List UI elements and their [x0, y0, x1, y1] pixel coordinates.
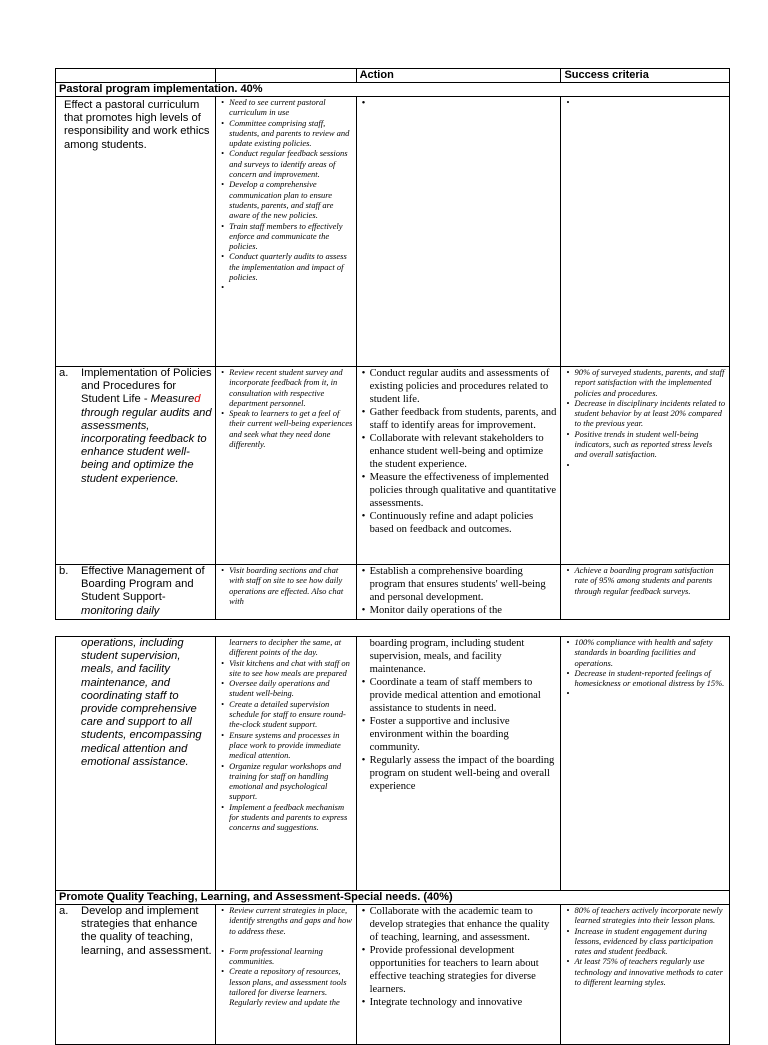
- list-item: • At least 75% of teachers regularly use technology and innovative methods to cater to different learning styles.: [574, 956, 726, 987]
- list-item: • Conduct regular audits and assessments of existing policies and procedures related to student life.: [370, 367, 558, 406]
- list-item: • Achieve a boarding program satisfaction rate of 95% among students and parents through regular feedback surveys.: [574, 565, 726, 596]
- action-cell: [356, 97, 561, 367]
- section-row: [56, 83, 730, 97]
- criteria-list: [564, 565, 726, 596]
- list-item: • Foster a supportive and inclusive environment within the boarding community.: [370, 715, 558, 754]
- list-item: • Conduct quarterly audits to assess the implementation and impact of policies.: [229, 251, 352, 282]
- list-item: • Speak to learners to get a feel of their current well-being experiences and seek what they need done differently.: [229, 408, 352, 449]
- table-row: [56, 637, 730, 891]
- action-list: [360, 676, 558, 793]
- objective-title: Implementation of Policies and Procedures for Student Life -: [81, 367, 212, 406]
- action-cell: [356, 367, 561, 565]
- list-item: • Gather feedback from students, parents, and staff to identify areas for improvement.: [370, 406, 558, 432]
- list-item: • Develop a comprehensive communication plan to ensure students, parents, and staff are aware of the new policies.: [229, 179, 352, 220]
- notes-cell: [216, 367, 356, 565]
- list-item: • Committee comprising staff, students, and parents to review and update existing policies.: [229, 118, 352, 149]
- list-item: • Collaborate with the academic team to develop strategies that enhance the quality of teaching, learning, and assessment.: [370, 905, 558, 944]
- criteria-cell: [561, 637, 730, 891]
- list-item: • Conduct regular feedback sessions and surveys to identify areas of concern and improvement.: [229, 148, 352, 179]
- header-cell-action: Action: [356, 69, 561, 83]
- list-item: • Decrease in student-reported feelings of homesickness or emotional distress by 15%.: [574, 668, 726, 689]
- list-item: • 90% of surveyed students, parents, and staff report satisfaction with the implemented policies and procedures.: [574, 367, 726, 398]
- list-item: • Train staff members to effectively enforce and communicate the policies.: [229, 221, 352, 252]
- header-cell-notes: [216, 69, 356, 83]
- list-item: • 80% of teachers actively incorporate newly learned strategies into their lesson plans.: [574, 905, 726, 926]
- criteria-cell: [561, 97, 730, 367]
- list-item: • Coordinate a team of staff members to provide medical attention and emotional assistance to students in need.: [370, 676, 558, 715]
- objective-cell: [56, 97, 216, 367]
- item-letter: a.: [59, 905, 69, 917]
- notes-cell: [216, 565, 356, 620]
- list-item: • Create a repository of resources, lesson plans, and assessment tools tailored for diverse learners. Regularly review and update the: [229, 966, 352, 1007]
- list-item: • 100% compliance with health and safety standards in boarding facilities and operations.: [574, 637, 726, 668]
- table-header-row: [56, 69, 730, 83]
- list-item: • Oversee daily operations and student well-being.: [229, 678, 352, 699]
- table-row: [56, 565, 730, 620]
- table-row: [56, 97, 730, 367]
- section-title: Promote Quality Teaching, Learning, and Assessment-Special needs. (40%): [56, 891, 730, 905]
- list-item: • Establish a comprehensive boarding program that ensures students' well-being and personal development.: [370, 565, 558, 604]
- criteria-cell: [561, 565, 730, 620]
- criteria-list: [564, 637, 726, 688]
- objective-title: Develop and implement strategies that enhance the quality of teaching, learning, and assessment.: [81, 905, 212, 957]
- action-list: [360, 367, 558, 536]
- section-row: [56, 891, 730, 905]
- list-item: • Review recent student survey and incorporate feedback from it, in consultation with respective department personnel.: [229, 367, 352, 408]
- criteria-cell: [561, 367, 730, 565]
- criteria-list: [564, 367, 726, 460]
- objective-italic: monitoring daily: [81, 604, 160, 617]
- list-item: • Positive trends in student well-being indicators, such as reported stress levels and overall satisfaction.: [574, 429, 726, 460]
- notes-list: [219, 658, 352, 833]
- action-list: [360, 565, 558, 617]
- objective-italic: Measured through regular audits and assessments, incorporating feedback to enhance student well-being and optimize the student experience.: [81, 393, 212, 485]
- header-cell-objective: [56, 69, 216, 83]
- list-item: • Review current strategies in place, identify strengths and gaps and how to address these.: [229, 905, 352, 936]
- notes-list: [219, 97, 352, 282]
- notes-list: [219, 565, 352, 606]
- section-title: Pastoral program implementation. 40%: [56, 83, 730, 97]
- criteria-list: [564, 905, 726, 987]
- action-continued: boarding program, including student supervision, meals, and facility maintenance.: [369, 638, 525, 675]
- plan-table-page-1: [55, 68, 730, 620]
- objective-italic: operations, including student supervision, meals, and facility maintenance, and coordinating staff to provide comprehensive care and support to all students, encompassing medical attention and emotional assistance.: [81, 637, 202, 768]
- list-item: • Decrease in disciplinary incidents related to student behavior by at least 20% compared to the previous year.: [574, 398, 726, 429]
- list-item: • Collaborate with relevant stakeholders to enhance student well-being and optimize the student experience.: [370, 432, 558, 471]
- list-item: • Form professional learning communities.: [229, 946, 352, 967]
- list-item: • Continuously refine and adapt policies based on feedback and outcomes.: [370, 510, 558, 536]
- notes-cell: [216, 637, 356, 891]
- objective-cell: [56, 565, 216, 620]
- action-cell: [356, 565, 561, 620]
- list-item: • Organize regular workshops and training for staff on handling emotional and psychological support.: [229, 761, 352, 802]
- header-cell-success-criteria: Success criteria: [561, 69, 730, 83]
- item-letter: a.: [59, 367, 69, 379]
- list-item: • Ensure systems and processes in place work to provide immediate medical attention.: [229, 730, 352, 761]
- list-item: • Implement a feedback mechanism for students and parents to express concerns and suggestions.: [229, 802, 352, 833]
- list-item: • Visit boarding sections and chat with staff on site to see how daily operations are effected. Also chat with: [229, 565, 352, 606]
- action-cell: [356, 637, 561, 891]
- list-item: • Provide professional development opportunities for teachers to learn about effective teaching strategies for diverse learners.: [370, 944, 558, 996]
- objective-title: Effective Management of Boarding Program and Student Support-: [81, 565, 205, 604]
- list-item: • Create a detailed supervision schedule for staff to ensure round-the-clock student support.: [229, 699, 352, 730]
- list-item: • Monitor daily operations of the: [370, 604, 558, 617]
- notes-list: [219, 367, 352, 449]
- objective-cell: [56, 367, 216, 565]
- table-row: [56, 367, 730, 565]
- list-item: • Visit kitchens and chat with staff on site to see how meals are prepared: [229, 658, 352, 679]
- notes-cell: [216, 97, 356, 367]
- list-item: • Integrate technology and innovative: [370, 996, 558, 1009]
- list-item: • Regularly assess the impact of the boarding program on student well-being and overall experience: [370, 754, 558, 793]
- plan-table-page-2: [55, 636, 730, 1045]
- notes-list: [219, 905, 352, 1008]
- objective-cell: [56, 637, 216, 891]
- list-item: • Need to see current pastoral curriculum in use: [229, 97, 352, 118]
- list-item: • Increase in student engagement during lessons, evidenced by class participation rates and student feedback.: [574, 926, 726, 957]
- objective-text: Effect a pastoral curriculum that promotes high levels of responsibility and work ethics among students.: [64, 99, 210, 151]
- list-item: • Measure the effectiveness of implemented policies through qualitative and quantitative assessments.: [370, 471, 558, 510]
- item-letter: b.: [59, 565, 69, 577]
- notes-continued: learners to decipher the same, at different points of the day.: [229, 637, 342, 658]
- action-list: [360, 905, 558, 1009]
